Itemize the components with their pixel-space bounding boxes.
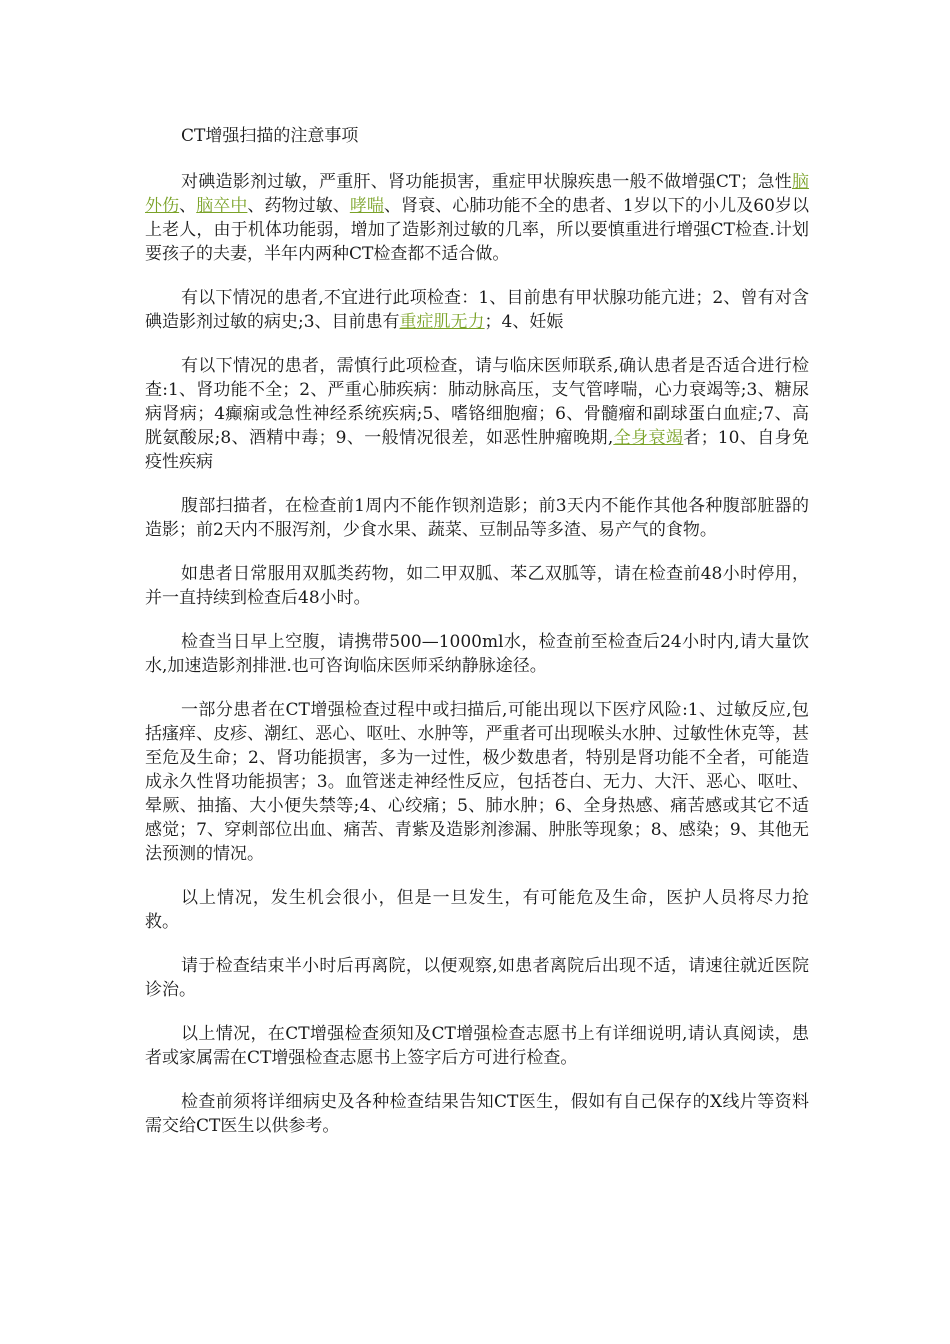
paragraph [145, 354, 809, 474]
text-run: 如患者日常服用双胍类药物，如二甲双胍、苯乙双胍等，请在检查前48小时停用，并一直持续到检查后48小时。 [145, 564, 809, 608]
text-run: 检查前须将详细病史及各种检查结果告知CT医生，假如有自己保存的X线片等资料需交给CT医生以供参考。 [145, 1092, 809, 1136]
text-run: 对碘造影剂过敏，严重肝、肾功能损害，重症甲状腺疾患一般不做增强CT；急性 [181, 172, 792, 192]
text-run: 以上情况，在CT增强检查须知及CT增强检查志愿书上有详细说明,请认真阅读，患者或家属需在CT增强检查志愿书上签字后方可进行检查。 [145, 1024, 809, 1068]
paragraph [145, 1022, 809, 1070]
paragraph [145, 170, 809, 266]
inline-link[interactable]: 脑卒中 [196, 196, 248, 216]
paragraph [145, 954, 809, 1002]
text-run: 者；10、自身免疫性疾病 [145, 428, 810, 472]
paragraph [145, 630, 809, 678]
inline-link[interactable]: 哮喘 [349, 196, 384, 216]
paragraph [145, 886, 809, 934]
text-run: 、肾衰、心肺功能不全的患者、1岁以下的小儿及60岁以上老人，由于机体功能弱，增加了造影剂过敏的几率，所以要慎重进行增强CT检查.计划要孩子的夫妻，半年内两种CT检查都不适合做。 [145, 196, 810, 264]
paragraph [145, 1090, 809, 1138]
text-run: 一部分患者在CT增强检查过程中或扫描后,可能出现以下医疗风险:1、过敏反应,包括瘙痒、皮疹、潮红、恶心、呕吐、水肿等，严重者可出现喉头水肿、过敏性休克等，甚至危及生命；2、肾功能损害，多为一过性，极少数患者，特别是肾功能不全者，可能造成永久性肾功能损害；3。血管迷走神经性反应，包括苍白、无力、大汗、恶心、呕吐、晕厥、抽搐、大小便失禁等;4、心绞痛；5、肺水肿；6、全身热感、痛苦感或其它不适感觉；7、穿刺部位出血、痛苦、青紫及造影剂渗漏、肿胀等现象；8、感染；9、其他无法预测的情况。 [145, 700, 809, 864]
text-run: 腹部扫描者，在检查前1周内不能作钡剂造影；前3天内不能作其他各种腹部脏器的造影；前2天内不服泻剂，少食水果、蔬菜、豆制品等多渣、易产气的食物。 [145, 496, 809, 540]
paragraph [145, 562, 809, 610]
inline-link[interactable]: 全身衰竭 [613, 428, 684, 448]
paragraph [145, 698, 809, 866]
text-run: ；4、妊娠 [484, 312, 564, 332]
text-run: 以上情况，发生机会很小，但是一旦发生，有可能危及生命，医护人员将尽力抢救。 [145, 888, 809, 932]
text-run: 有以下情况的患者，需慎行此项检查，请与临床医师联系,确认患者是否适合进行检查:1、肾功能不全；2、严重心肺疾病：肺动脉高压，支气管哮喘，心力衰竭等;3、糖尿病肾病；4癫痫或急性神经系统疾病;5、嗜铬细胞瘤；6、骨髓瘤和副球蛋白血症;7、高胱氨酸尿;8、酒精中毒；9、一般情况很差，如恶性肿瘤晚期, [145, 356, 809, 448]
document-body [145, 170, 809, 1138]
inline-link[interactable]: 重症肌无力 [399, 312, 485, 332]
text-run: 有以下情况的患者,不宜进行此项检查：1、目前患有甲状腺功能亢进；2、曾有对含碘造影剂过敏的病史;3、目前患有 [145, 288, 809, 332]
inline-link[interactable]: 脑外伤 [145, 172, 809, 216]
text-run: 请于检查结束半小时后再离院，以便观察,如患者离院后出现不适，请速往就近医院诊治。 [145, 956, 809, 1000]
document-page [145, 124, 809, 1158]
paragraph [145, 494, 809, 542]
text-run: 、 [179, 196, 197, 216]
document-title: CT增强扫描的注意事项 [181, 126, 359, 146]
text-run: 、药物过敏、 [247, 196, 350, 216]
text-run: 检查当日早上空腹，请携带500—1000ml水，检查前至检查后24小时内,请大量饮水,加速造影剂排泄.也可咨询临床医师采纳静脉途径。 [145, 632, 809, 676]
paragraph [145, 286, 809, 334]
